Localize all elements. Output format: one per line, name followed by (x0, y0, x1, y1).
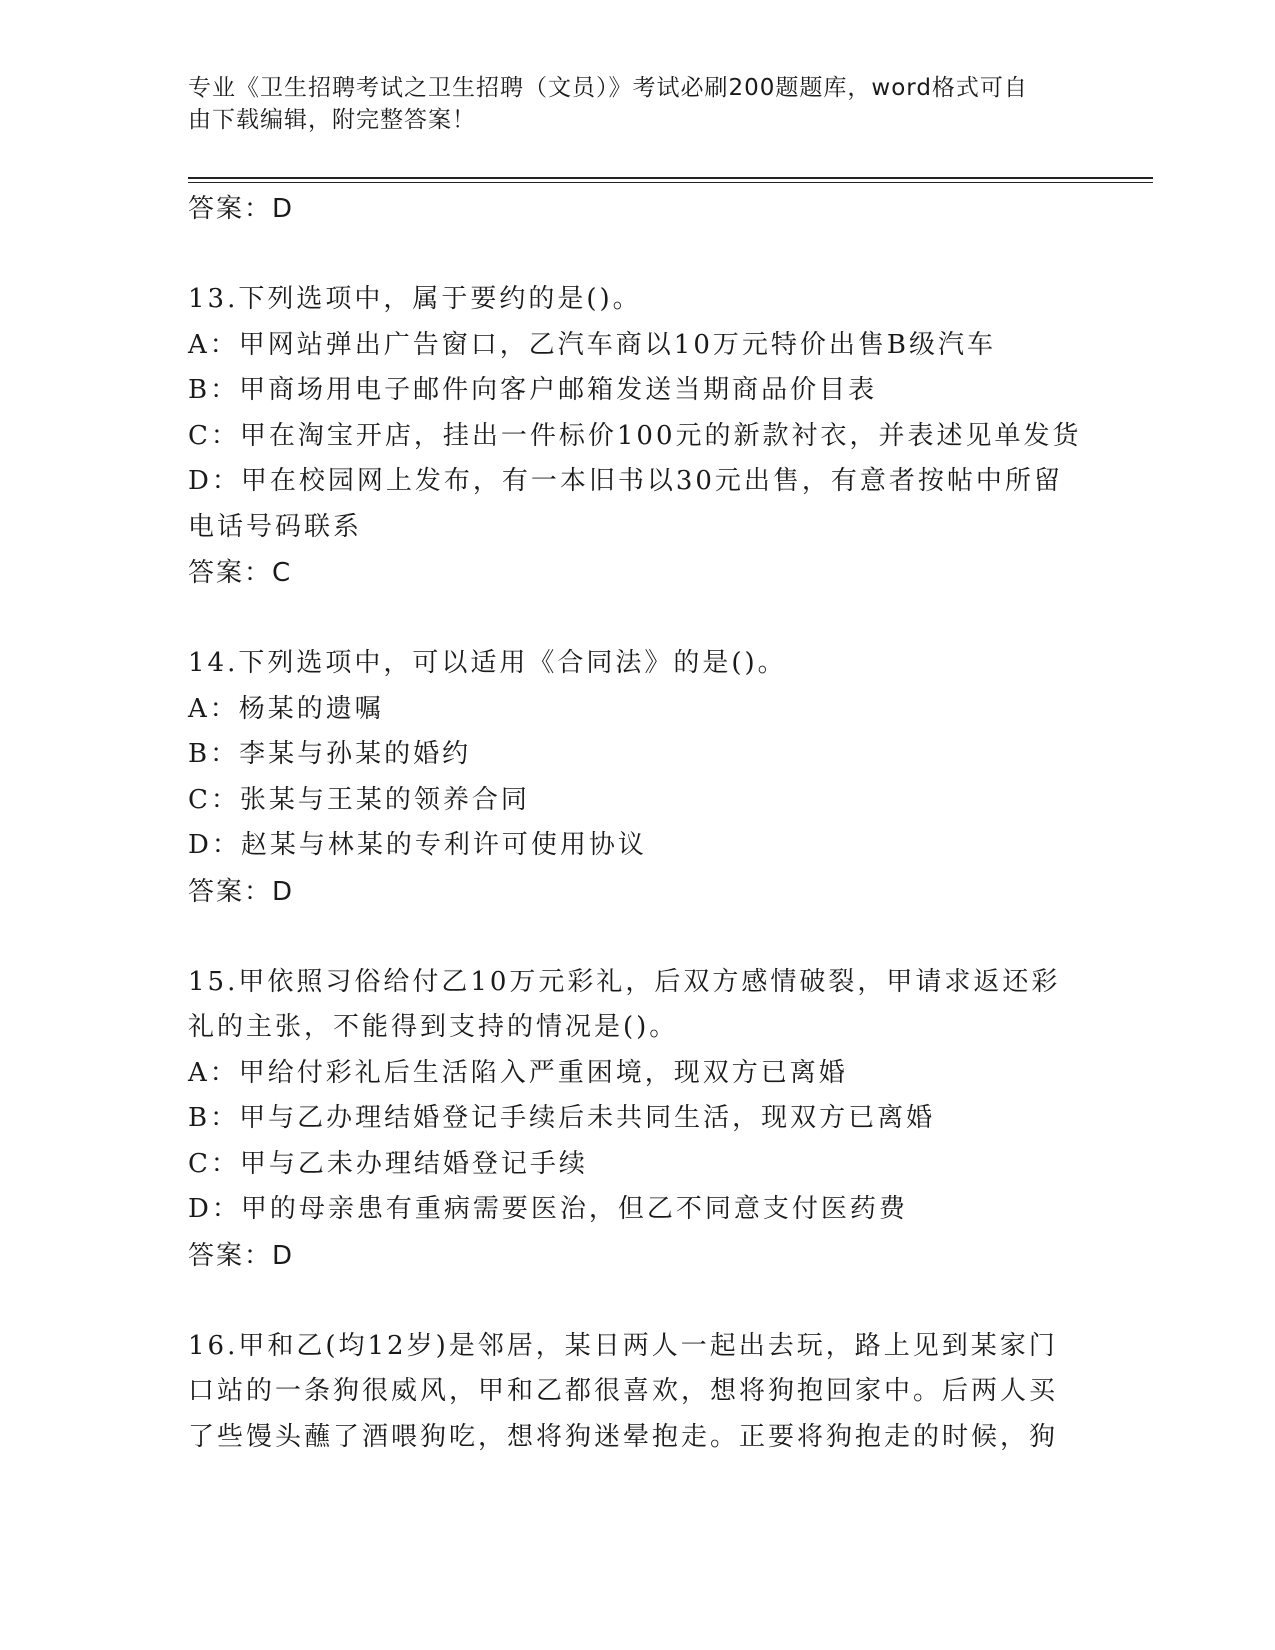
question-text: 15.甲依照习俗给付乙10万元彩礼，后双方感情破裂，甲请求返还彩 (188, 966, 1061, 997)
question-text: 16.甲和乙(均12岁)是邻居，某日两人一起出去玩，路上见到某家门 (188, 1330, 1058, 1361)
option-c: C：甲在淘宝开店，挂出一件标价100元的新款衬衣，并表述见单发货 (188, 420, 1082, 451)
option-d: D：甲在校园网上发布，有一本旧书以30元出售，有意者按帖中所留 (188, 466, 1063, 496)
page-header (188, 72, 1068, 136)
spacer (188, 232, 1088, 277)
question-text-continued: 了些馒头蘸了酒喂狗吃，想将狗迷晕抱走。正要将狗抱走的时候，狗 (188, 1421, 1059, 1452)
question-text: 14.下列选项中，可以适用《合同法》的是()。 (188, 648, 787, 678)
spacer (188, 1279, 1088, 1324)
question-text: 13.下列选项中，属于要约的是()。 (188, 284, 642, 314)
option-d: D：甲的母亲患有重病需要医治，但乙不同意支付医药费 (188, 1194, 908, 1224)
header-line-2: 由下载编辑，附完整答案！ (188, 107, 476, 133)
answer: 答案：D (188, 1240, 295, 1271)
header-divider-thick (188, 177, 1153, 179)
option-d-continued: 电话号码联系 (188, 511, 363, 542)
option-a: A：杨某的遗嘱 (188, 693, 384, 724)
answer: 答案：D (188, 876, 295, 907)
answer: 答案：C (188, 558, 293, 588)
option-a: A：甲给付彩礼后生活陷入严重困境，现双方已离婚 (188, 1057, 848, 1088)
question-15 (188, 960, 1088, 1279)
option-b: B：甲与乙办理结婚登记手续后未共同生活，现双方已离婚 (188, 1103, 936, 1133)
question-16 (188, 1324, 1088, 1461)
spacer (188, 596, 1088, 641)
option-c: C：甲与乙未办理结婚登记手续 (188, 1148, 588, 1179)
question-14 (188, 641, 1088, 915)
option-b: B：甲商场用电子邮件向客户邮箱发送当期商品价目表 (188, 375, 878, 405)
question-text-continued: 口站的一条狗很威风，甲和乙都很喜欢，想将狗抱回家中。后两人买 (188, 1376, 1059, 1406)
answer-prev: 答案：D (188, 194, 295, 224)
option-c: C：张某与王某的领养合同 (188, 784, 530, 815)
header-divider-thin (188, 182, 1153, 183)
option-d: D：赵某与林某的专利许可使用协议 (188, 830, 647, 860)
document-body (188, 186, 1088, 1460)
spacer (188, 915, 1088, 960)
question-text-continued: 礼的主张，不能得到支持的情况是()。 (188, 1012, 679, 1042)
option-b: B：李某与孙某的婚约 (188, 739, 472, 769)
question-13 (188, 277, 1088, 596)
header-line-1: 专业《卫生招聘考试之卫生招聘（文员）》考试必刷200题题库，word格式可自 (188, 75, 1028, 101)
option-a: A：甲网站弹出广告窗口，乙汽车商以10万元特价出售B级汽车 (188, 329, 996, 360)
